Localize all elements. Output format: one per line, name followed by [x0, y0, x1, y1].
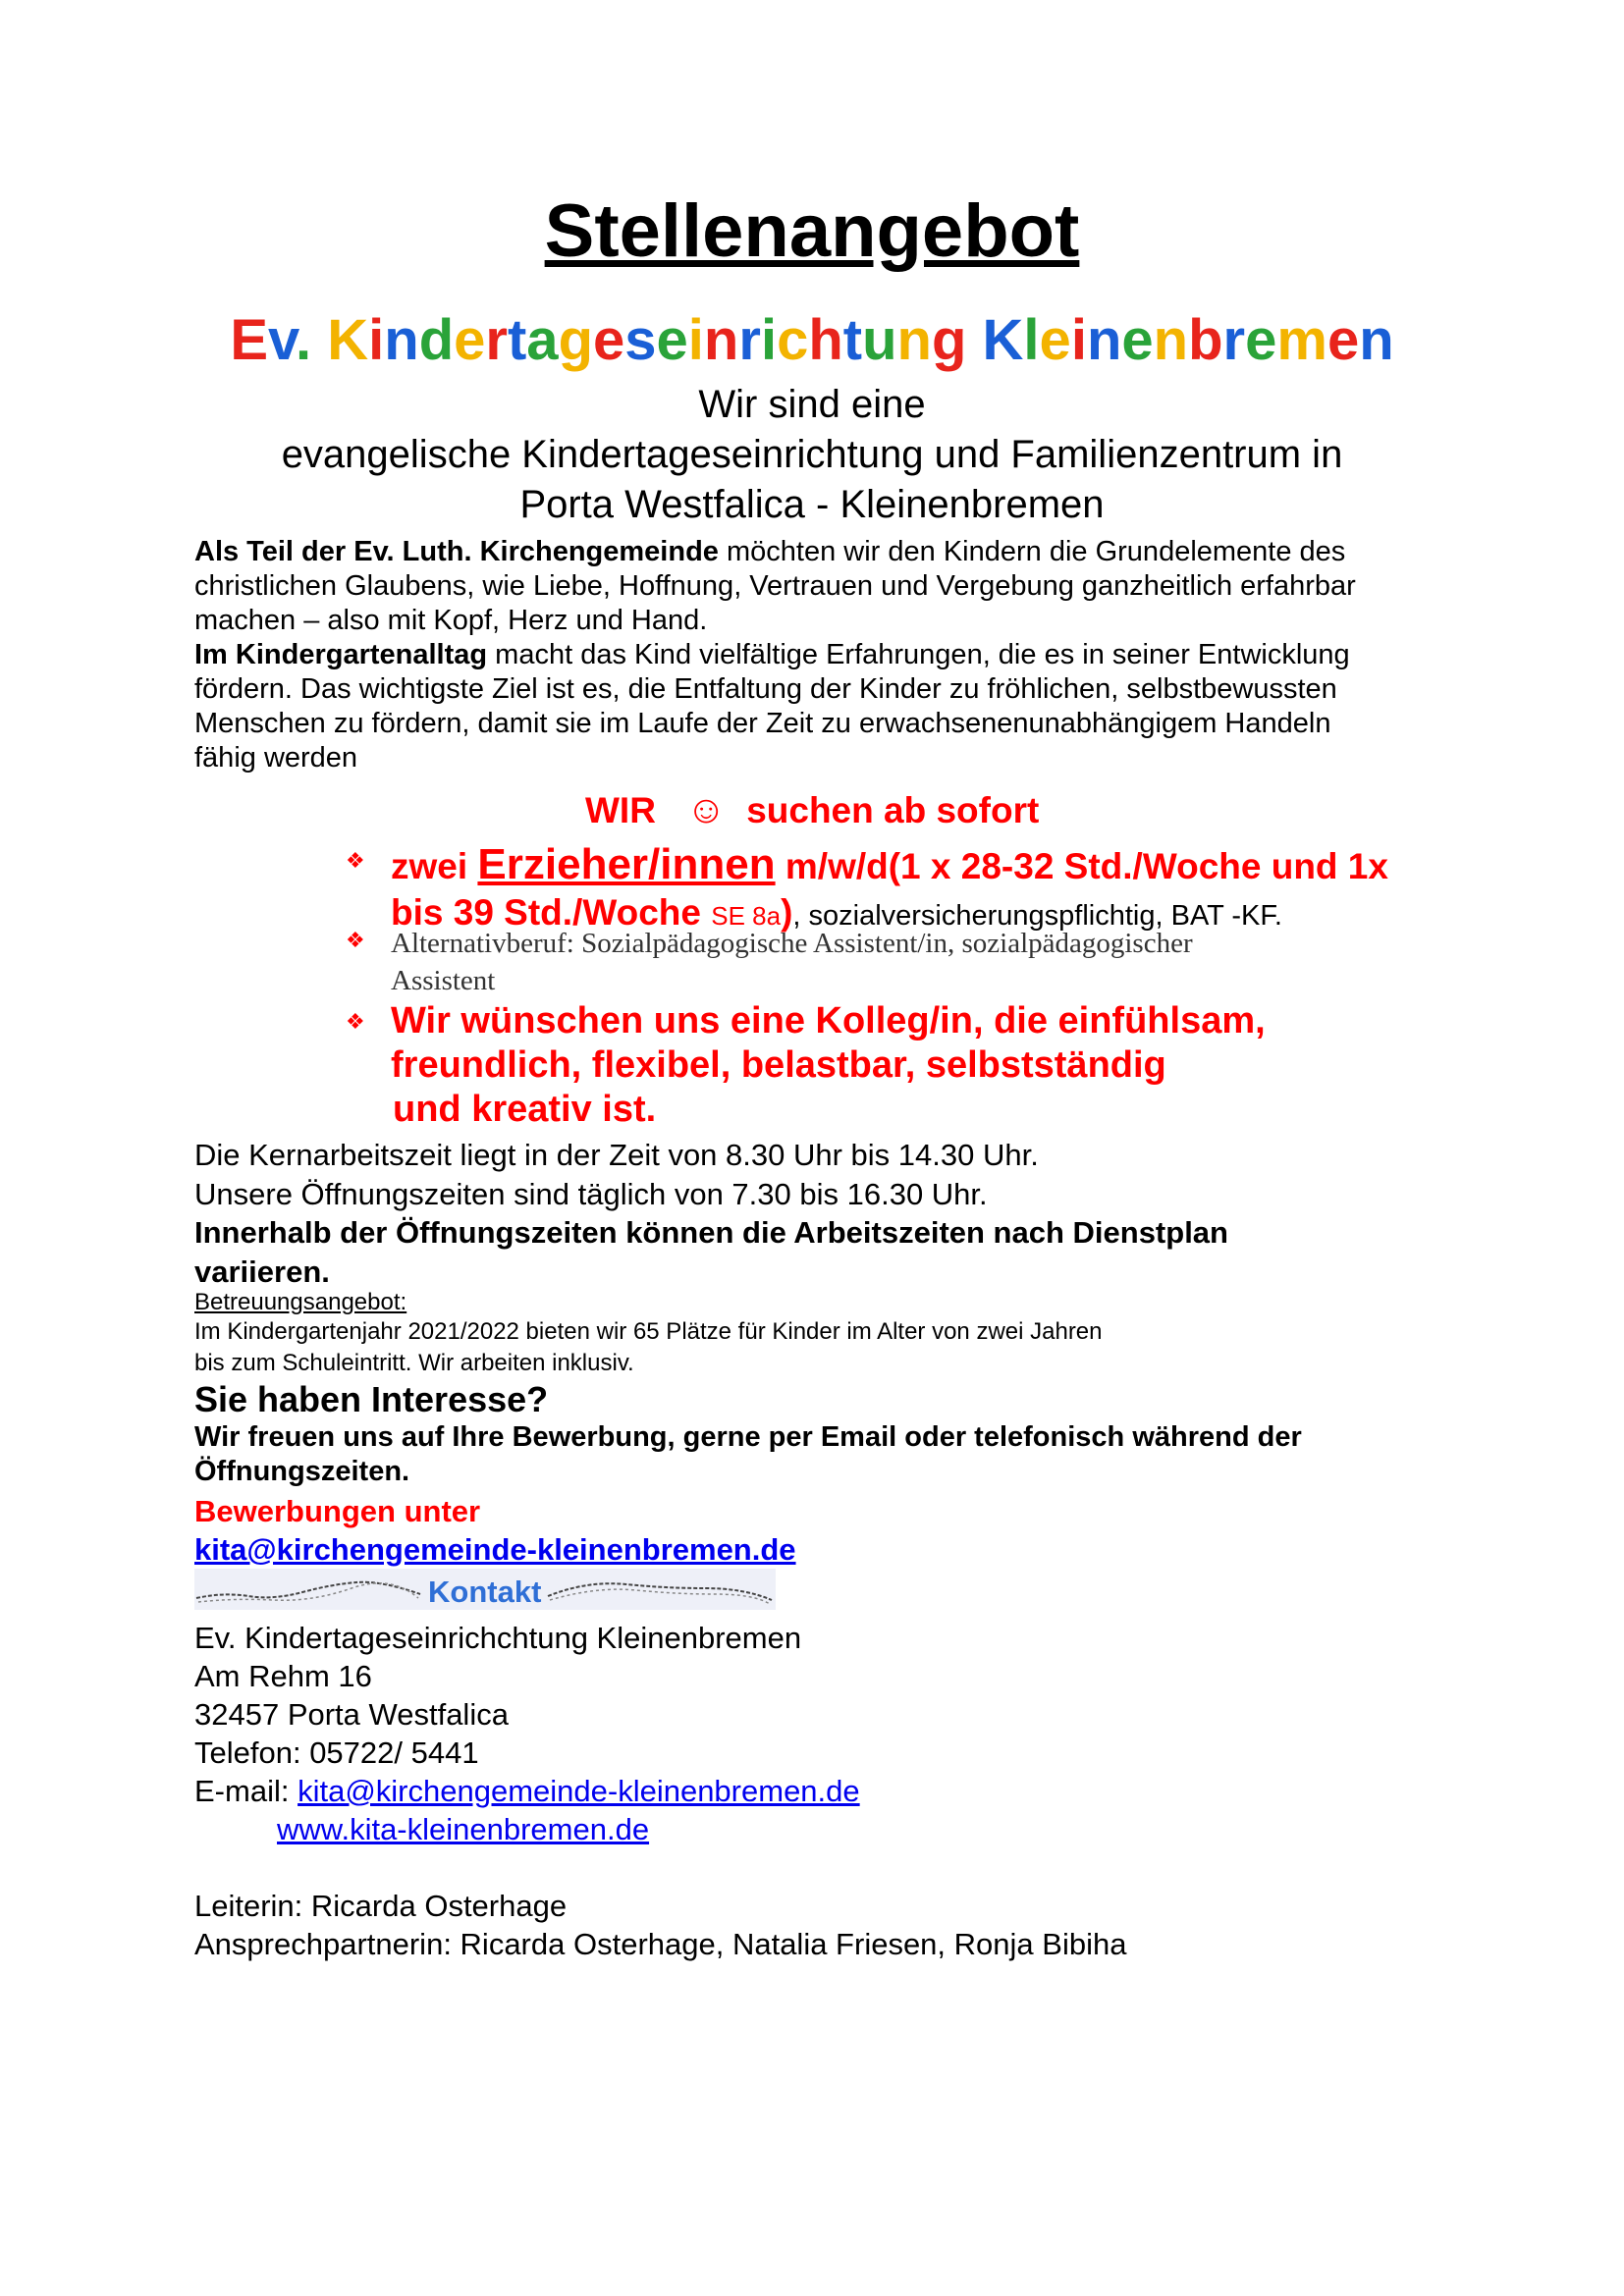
- subtitle-letter: [311, 308, 327, 372]
- subtitle-letter: n: [384, 308, 419, 372]
- subtitle-letter: .: [295, 308, 312, 372]
- subtitle-letter: n: [703, 308, 739, 372]
- subtitle-letter: [966, 308, 982, 372]
- paragraph-2-line-3: Menschen zu fördern, damit sie im Laufe der Zeit zu erwachsenenunabhängigem Handeln: [194, 708, 1331, 739]
- contact-name: Ev. Kindertageseinrichchtung Kleinenbremen: [194, 1621, 802, 1655]
- subtitle-letter: t: [507, 308, 527, 372]
- subtitle-letter: d: [418, 308, 455, 372]
- bullet-3: Wir wünschen uns eine Kolleg/in, die einfühlsam, freundlich, flexibel, belastbar, selbstständig und kreativ ist.: [391, 1000, 1266, 1130]
- subtitle-letter: n: [1086, 308, 1122, 372]
- subtitle-letter: i: [687, 308, 704, 372]
- interest-heading: Sie haben Interesse?: [194, 1379, 549, 1419]
- subtitle-letter: e: [656, 308, 688, 372]
- contact-banner-label: Kontakt: [428, 1575, 542, 1609]
- care-line-2: bis zum Schuleintritt. Wir arbeiten inklusiv.: [194, 1350, 634, 1376]
- core-hours: Die Kernarbeitszeit liegt in der Zeit von 8.30 Uhr bis 14.30 Uhr.: [194, 1138, 1039, 1172]
- subtitle-letter: i: [760, 308, 778, 372]
- contact-phone: Telefon: 05722/ 5441: [194, 1735, 479, 1770]
- subtitle-letter: e: [454, 308, 486, 372]
- subtitle-letter: t: [842, 308, 863, 372]
- schedule-note: Innerhalb der Öffnungszeiten können die Arbeitszeiten nach Dienstplan variieren.: [194, 1215, 1228, 1289]
- bullet-1: zwei Erzieher/innen m/w/d(1 x 28-32 Std./Woche und 1x bis 39 Std./Woche SE 8a), sozialversicherungspflichtig, BAT -KF.: [391, 840, 1388, 933]
- paragraph-1-line-1: Als Teil der Ev. Luth. Kirchengemeinde möchten wir den Kindern die Grundelemente des: [194, 536, 1346, 567]
- paragraph-2-line-1: Im Kindergartenalltag macht das Kind vielfältige Erfahrungen, die es in seiner Entwicklung: [194, 639, 1350, 670]
- intro-line-2: evangelische Kindertageseinrichtung und Familienzentrum in: [281, 433, 1343, 476]
- subtitle-letter: n: [1153, 308, 1189, 372]
- care-line-1: Im Kindergartenjahr 2021/2022 bieten wir 65 Plätze für Kinder im Alter von zwei Jahren: [194, 1318, 1103, 1345]
- contact-banner: [194, 1569, 776, 1610]
- contact-persons-line: Ansprechpartnerin: Ricarda Osterhage, Natalia Friesen, Ronja Bibiha: [194, 1927, 1127, 1961]
- bullet-3-icon: ❖: [346, 1009, 365, 1034]
- search-heading: WIR ☺ suchen ab sofort: [585, 788, 1040, 831]
- subtitle-letter: i: [368, 308, 385, 372]
- subtitle-letter: K: [327, 308, 369, 372]
- subtitle-letter: g: [931, 308, 967, 372]
- subtitle-letter: s: [624, 308, 657, 372]
- subtitle-letter: b: [1188, 308, 1223, 372]
- bullet-2-icon: ❖: [346, 928, 365, 952]
- paragraph-2-line-2: fördern. Das wichtigste Ziel ist es, die Entfaltung der Kinder zu fröhlichen, selbstbewussten: [194, 673, 1337, 705]
- smiley-icon: ☺: [685, 788, 727, 831]
- bullet-1-icon: ❖: [346, 848, 365, 873]
- leader-line: Leiterin: Ricarda Osterhage: [194, 1889, 568, 1923]
- subtitle-letter: e: [1039, 308, 1071, 372]
- apply-label: Bewerbungen unter: [194, 1494, 481, 1528]
- contact-street: Am Rehm 16: [194, 1659, 372, 1693]
- interest-text: Wir freuen uns auf Ihre Bewerbung, gerne per Email oder telefonisch während der Öffnungszeiten.: [194, 1421, 1302, 1487]
- subtitle-letter: e: [1245, 308, 1277, 372]
- subtitle-letter: E: [230, 308, 269, 372]
- contact-email-link[interactable]: kita@kirchengemeinde-kleinenbremen.de: [298, 1774, 860, 1808]
- subtitle-letter: m: [1276, 308, 1327, 372]
- subtitle-letter: r: [738, 308, 761, 372]
- subtitle-letter: K: [982, 308, 1024, 372]
- apply-email-link[interactable]: kita@kirchengemeinde-kleinenbremen.de: [194, 1532, 796, 1567]
- subtitle-letter: u: [862, 308, 897, 372]
- paragraph-2-line-4: fähig werden: [194, 742, 358, 774]
- subtitle-letter: e: [593, 308, 625, 372]
- paragraph-1-line-2: christlichen Glaubens, wie Liebe, Hoffnung, Vertrauen und Vergebung ganzheitlich erfahrbar: [194, 570, 1356, 602]
- subtitle-letter: n: [1359, 308, 1394, 372]
- subtitle-letter: r: [485, 308, 508, 372]
- subtitle-letter: n: [896, 308, 932, 372]
- intro-line-1: Wir sind eine: [698, 383, 926, 426]
- opening-hours: Unsere Öffnungszeiten sind täglich von 7.30 bis 16.30 Uhr.: [194, 1177, 988, 1211]
- paragraph-2-lead: Im Kindergartenalltag: [194, 639, 488, 670]
- care-heading: Betreuungsangebot:: [194, 1289, 407, 1315]
- role-highlight: Erzieher/innen: [477, 840, 776, 888]
- subtitle-letter: e: [1121, 308, 1154, 372]
- paragraph-1-lead: Als Teil der Ev. Luth. Kirchengemeinde: [194, 536, 719, 567]
- subtitle-letter: i: [1070, 308, 1087, 372]
- bullet-2: Alternativberuf: Sozialpädagogische Assistent/in, sozialpädagogischer Assistent: [391, 928, 1193, 996]
- contact-email-line: E-mail: kita@kirchengemeinde-kleinenbremen.de: [194, 1774, 860, 1808]
- subtitle-letter: e: [1326, 308, 1360, 372]
- organization-title: [0, 308, 1624, 372]
- paragraph-1-line-3: machen – also mit Kopf, Herz und Hand.: [194, 605, 708, 636]
- page-title: Stellenangebot: [544, 189, 1080, 273]
- intro-line-3: Porta Westfalica - Kleinenbremen: [519, 483, 1105, 526]
- subtitle-letter: r: [1222, 308, 1246, 372]
- website-link[interactable]: www.kita-kleinenbremen.de: [277, 1812, 650, 1846]
- subtitle-letter: v: [268, 308, 296, 372]
- subtitle-letter: c: [777, 308, 809, 372]
- subtitle-letter: l: [1023, 308, 1040, 372]
- contact-city: 32457 Porta Westfalica: [194, 1697, 509, 1732]
- subtitle-letter: g: [558, 308, 593, 372]
- subtitle-letter: h: [808, 308, 843, 372]
- subtitle-letter: a: [526, 308, 559, 372]
